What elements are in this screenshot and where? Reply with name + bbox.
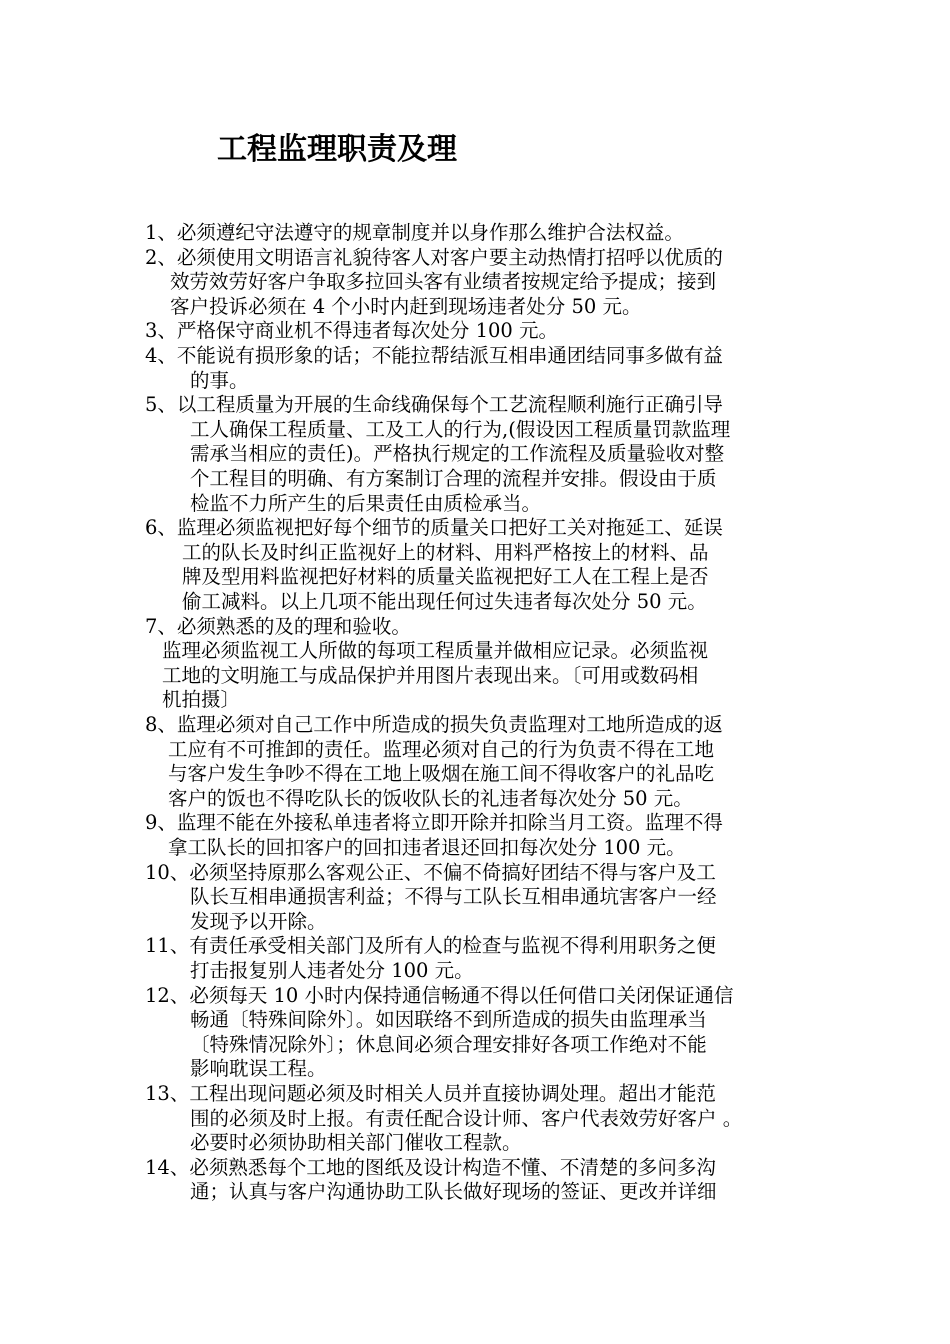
text-line (0, 811, 950, 836)
text-line (0, 418, 950, 443)
text-line-content: 通；认真与客户沟通协助工队长做好现场的签证、更改并详细 (190, 1180, 717, 1204)
text-line (0, 590, 950, 615)
text-line-content: 客户的饭也不得吃队长的饭收队长的礼违者每次处分 50 元。 (168, 786, 693, 810)
text-line-content: 13、工程出现问题必须及时相关人员并直接协调处理。超出才能范 (145, 1082, 716, 1105)
text-line (0, 934, 950, 959)
text-line-content: 14、必须熟悉每个工地的图纸及设计构造不懂、不清楚的多问多沟 (145, 1155, 716, 1179)
text-line (0, 664, 950, 689)
text-line (0, 319, 950, 344)
text-line (0, 959, 950, 984)
text-line (0, 295, 950, 320)
text-line (0, 565, 950, 590)
document-title: 工程监理职责及理 (217, 132, 457, 167)
text-line-content: 9、监理不能在外接私单违者将立即开除并扣除当月工资。监理不得 (145, 811, 723, 835)
text-line-content: 围的必须及时上报。有责任配合设计师、客户代表效劳好客户 。 (190, 1106, 743, 1130)
text-line-content: 检监不力所产生的后果责任由质检承当。 (190, 491, 542, 515)
text-line-content: 11、有责任承受相关部门及所有人的检查与监视不得利用职务之便 (145, 934, 716, 958)
text-line (0, 1180, 950, 1205)
text-line (0, 492, 950, 517)
text-line (0, 516, 950, 541)
text-line (0, 1033, 950, 1058)
text-line-content: 工的队长及时纠正监视好上的材料、用料严格按上的材料、品 (182, 540, 709, 564)
text-line-content: 工地的文明施工与成品保护并用图片表现出来。〔可用或数码相 (162, 663, 699, 687)
text-line (0, 467, 950, 492)
text-line-content: 2、必须使用文明语言礼貌待客人对客户要主动热情打招呼以优质的 (145, 245, 723, 269)
text-line (0, 762, 950, 787)
text-line-content: 4、不能说有损形象的话；不能拉帮结派互相串通团结同事多做有益 (145, 344, 723, 367)
text-line (0, 861, 950, 886)
text-line (0, 1082, 950, 1107)
text-line-content: 7、必须熟悉的及的理和验收。 (145, 614, 411, 638)
text-line (0, 270, 950, 295)
text-line (0, 615, 950, 640)
text-line-content: 影响耽误工程。 (190, 1057, 327, 1081)
text-line (0, 639, 950, 664)
text-line-content: 偷工减料。以上几项不能出现任何过失违者每次处分 50 元。 (182, 590, 707, 613)
text-line (0, 541, 950, 566)
text-line (0, 836, 950, 861)
text-line (0, 885, 950, 910)
text-line-content: 牌及型用料监视把好材料的质量关监视把好工人在工程上是否 (182, 565, 709, 589)
text-line (0, 910, 950, 935)
text-line-content: 必要时必须协助相关部门催收工程款。 (190, 1131, 522, 1155)
text-line-content: 3、严格保守商业机不得违者每次处分 100 元。 (145, 319, 559, 343)
text-line-content: 的事。 (190, 368, 249, 392)
text-line-content: 发现予以开除。 (190, 909, 327, 933)
text-line-content: 监理必须监视工人所做的每项工程质量并做相应记录。必须监视 (162, 639, 709, 663)
text-line-content: 12、必须每天 10 小时内保持通信畅通不得以任何借口关闭保证通信 (145, 983, 734, 1007)
text-line (0, 393, 950, 418)
text-line (0, 1107, 950, 1132)
text-line-content: 8、监理必须对自己工作中所造成的损失负责监理对工地所造成的返 (145, 713, 723, 736)
text-line (0, 344, 950, 369)
text-line-content: 队长互相串通损害利益；不得与工队长互相串通坑害客户一经 (190, 885, 717, 909)
text-line (0, 713, 950, 738)
text-line-content: 打击报复别人违者处分 100 元。 (190, 959, 474, 982)
text-line (0, 221, 950, 246)
text-line-content: 畅通〔特殊间除外〕。如因联络不到所造成的损失由监理承当 (190, 1008, 707, 1032)
text-line-content: 效劳效劳好客户争取多拉回头客有业绩者按规定给予提成；接到 (170, 270, 717, 294)
text-line-content: 机拍摄〕 (162, 688, 241, 712)
text-line (0, 369, 950, 394)
text-line-content: 工人确保工程质量、工及工人的行为,(假设因工程质量罚款监理 (190, 417, 731, 441)
text-line (0, 1156, 950, 1181)
text-line (0, 1008, 950, 1033)
text-line-content: 个工程目的明确、有方案制订合理的流程并安排。假设由于质 (190, 467, 717, 490)
text-line-content: 客户投诉必须在 4 个小时内赶到现场违者处分 50 元。 (170, 294, 642, 318)
text-line (0, 1131, 950, 1156)
text-line (0, 246, 950, 271)
text-line (0, 442, 950, 467)
text-line (0, 738, 950, 763)
text-line-content: 〔特殊情况除外〕；休息间必须合理安排好各项工作绝对不能 (190, 1032, 707, 1056)
text-line (0, 984, 950, 1009)
text-line-content: 10、必须坚持原那么客观公正、不偏不倚搞好团结不得与客户及工 (145, 860, 716, 884)
text-line-content: 拿工队长的回扣客户的回扣违者退还回扣每次处分 100 元。 (168, 836, 686, 859)
text-line (0, 787, 950, 812)
text-line-content: 工应有不可推卸的责任。监理必须对自己的行为负责不得在工地 (168, 737, 715, 761)
text-line (0, 1057, 950, 1082)
text-line-content: 5、以工程质量为开展的生命线确保每个工艺流程顺利施行正确引导 (145, 393, 723, 417)
text-line-content: 1、必须遵纪守法遵守的规章制度并以身作那么维护合法权益。 (145, 221, 684, 244)
text-line-content: 6、监理必须监视把好每个细节的质量关口把好工关对拖延工、延误 (145, 516, 723, 540)
text-line (0, 688, 950, 713)
text-line-content: 需承当相应的责任)。严格执行规定的工作流程及质量验收对整 (190, 442, 725, 466)
text-line-content: 与客户发生争吵不得在工地上吸烟在施工间不得收客户的礼品吃 (168, 762, 715, 786)
